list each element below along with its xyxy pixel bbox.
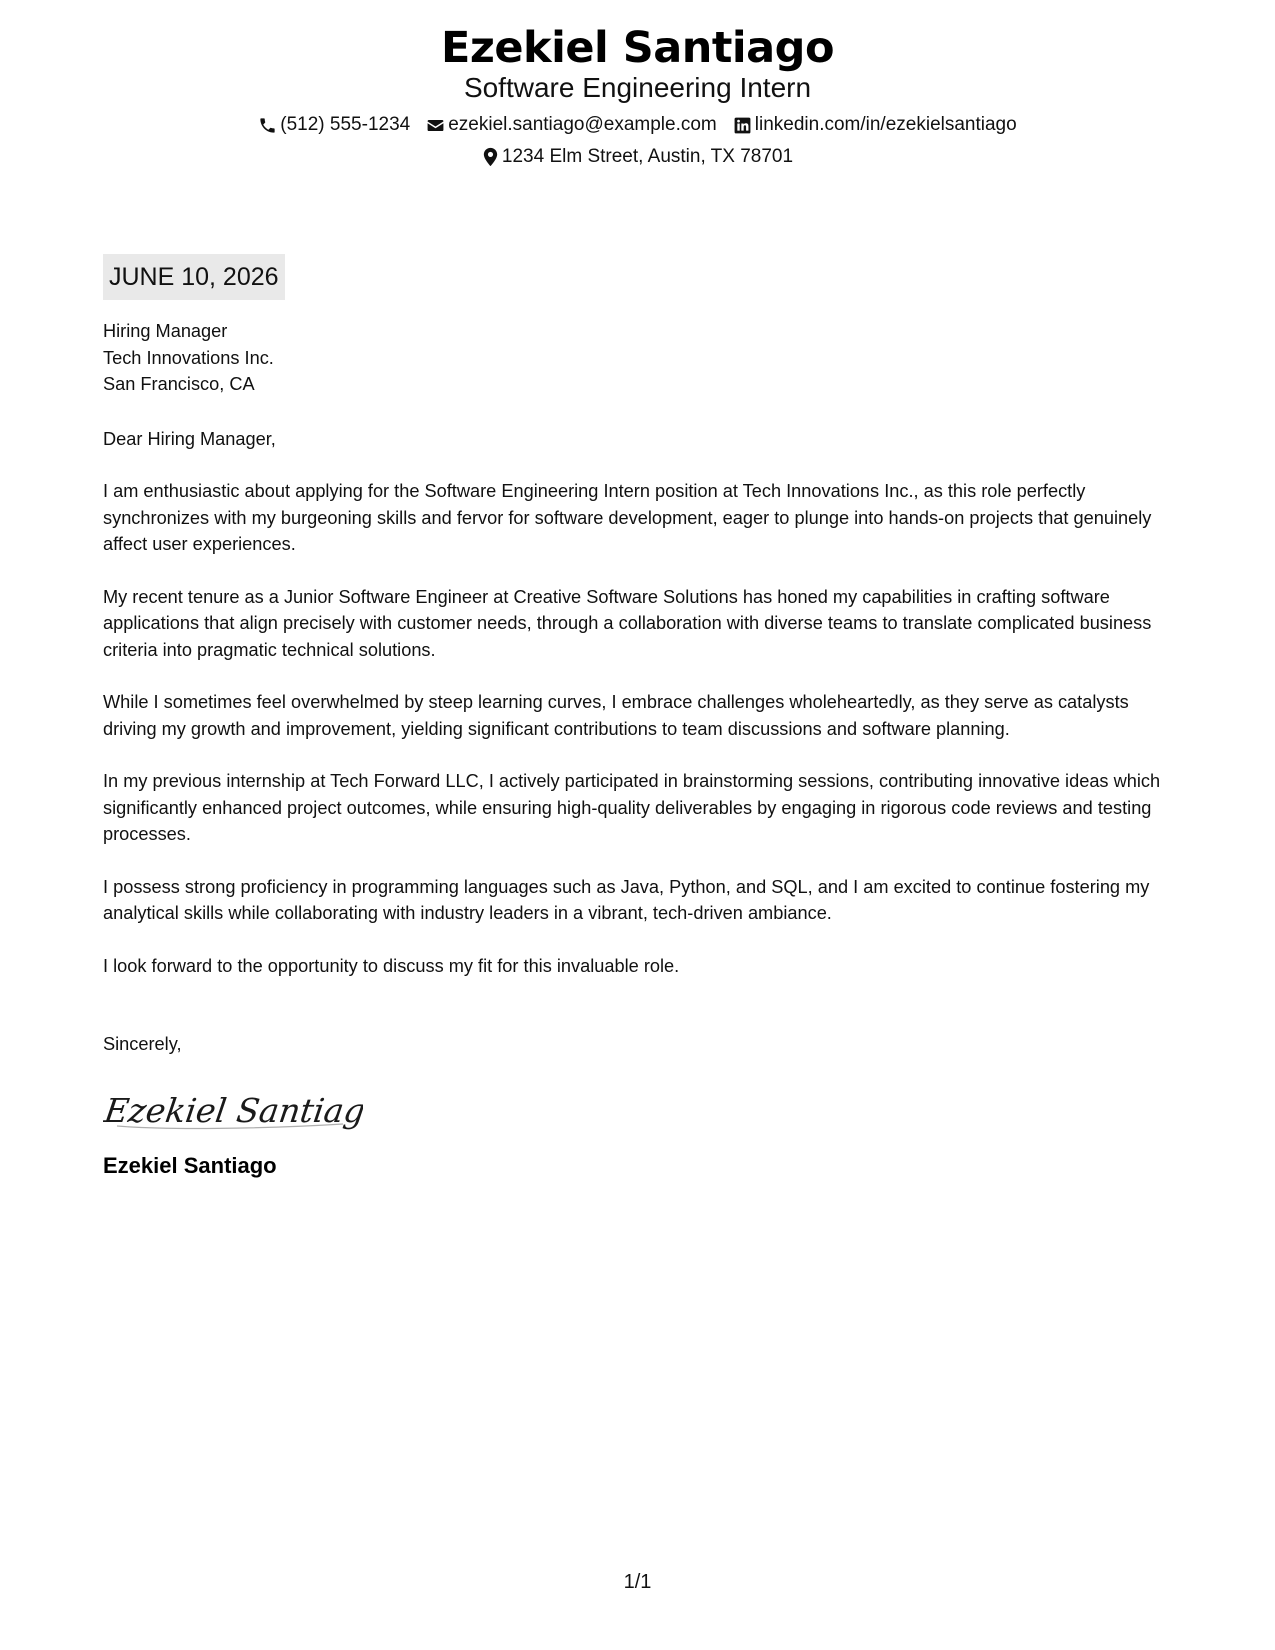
recipient-line: Tech Innovations Inc.: [103, 347, 274, 368]
body-paragraph: In my previous internship at Tech Forward LLC, I actively participated in brainstorming sessions, contributing innovative ideas which significantly enhanced project outcomes, while ensuring high-quality deliverables by engaging in rigorous code reviews and testing processes.: [103, 771, 1161, 844]
phone-text: (512) 555-1234: [280, 114, 411, 135]
contact-address: [482, 145, 793, 169]
body-paragraph: I possess strong proficiency in programming languages such as Java, Python, and SQL, and I am excited to continue fostering my analytical skills while collaborating with industry leaders in a vibrant, tech-driven ambiance.: [103, 876, 1150, 923]
body-paragraph: I look forward to the opportunity to discuss my fit for this invaluable role.: [103, 955, 680, 976]
salutation: Dear Hiring Manager,: [103, 428, 276, 449]
contact-linkedin[interactable]: [733, 113, 1017, 137]
closing: Sincerely,: [103, 1034, 182, 1054]
signer-name: Ezekiel Santiago: [103, 1152, 277, 1178]
contact-email[interactable]: [426, 113, 717, 137]
recipient-line: Hiring Manager: [103, 321, 228, 341]
applicant-name: Ezekiel Santiago: [440, 23, 834, 73]
contact-row: [0, 113, 1275, 137]
body-paragraph: While I sometimes feel overwhelmed by steep learning curves, I embrace challenges wholeheartedly, as they serve as catalysts driving my growth and improvement, yielding significant contributions to team discussions and software planning.: [103, 692, 1129, 739]
applicant-title: Software Engineering Intern: [463, 72, 812, 103]
handwritten-signature: [103, 1080, 363, 1140]
body-paragraph: My recent tenure as a Junior Software Engineer at Creative Software Solutions has honed my capabilities in crafting software applications that align precisely with customer needs, through a collaboration with diverse teams to translate complicated business criteria into pragmatic technical solutions.: [103, 586, 1152, 660]
address-text: 1234 Elm Street, Austin, TX 78701: [501, 146, 794, 167]
phone-icon: [258, 116, 277, 135]
page-number: 1/1: [623, 1571, 652, 1593]
contact-phone: [258, 113, 410, 137]
letter-date: JUNE 10, 2026: [103, 254, 285, 300]
body-paragraph: I am enthusiastic about applying for the Software Engineering Intern position at Tech Innovations Inc., as this role perfectly synchronizes with my burgeoning skills and fervor for software development, eager to plunge into hands-on projects that genuinely affect user experiences.: [103, 481, 1152, 554]
recipient-line: San Francisco, CA: [103, 374, 255, 394]
email-text: ezekiel.santiago@example.com: [448, 114, 717, 135]
signature-script: Ezekiel Santiago: [103, 1090, 363, 1130]
letter-header: [0, 22, 1275, 169]
envelope-icon: [426, 116, 445, 135]
recipient-block: [103, 318, 1173, 398]
linkedin-text: linkedin.com/in/ezekielsantiago: [754, 114, 1017, 135]
map-pin-icon: [482, 147, 499, 167]
address-row: [0, 145, 1275, 169]
linkedin-icon: [733, 116, 752, 135]
letter-body: [103, 318, 1173, 1180]
